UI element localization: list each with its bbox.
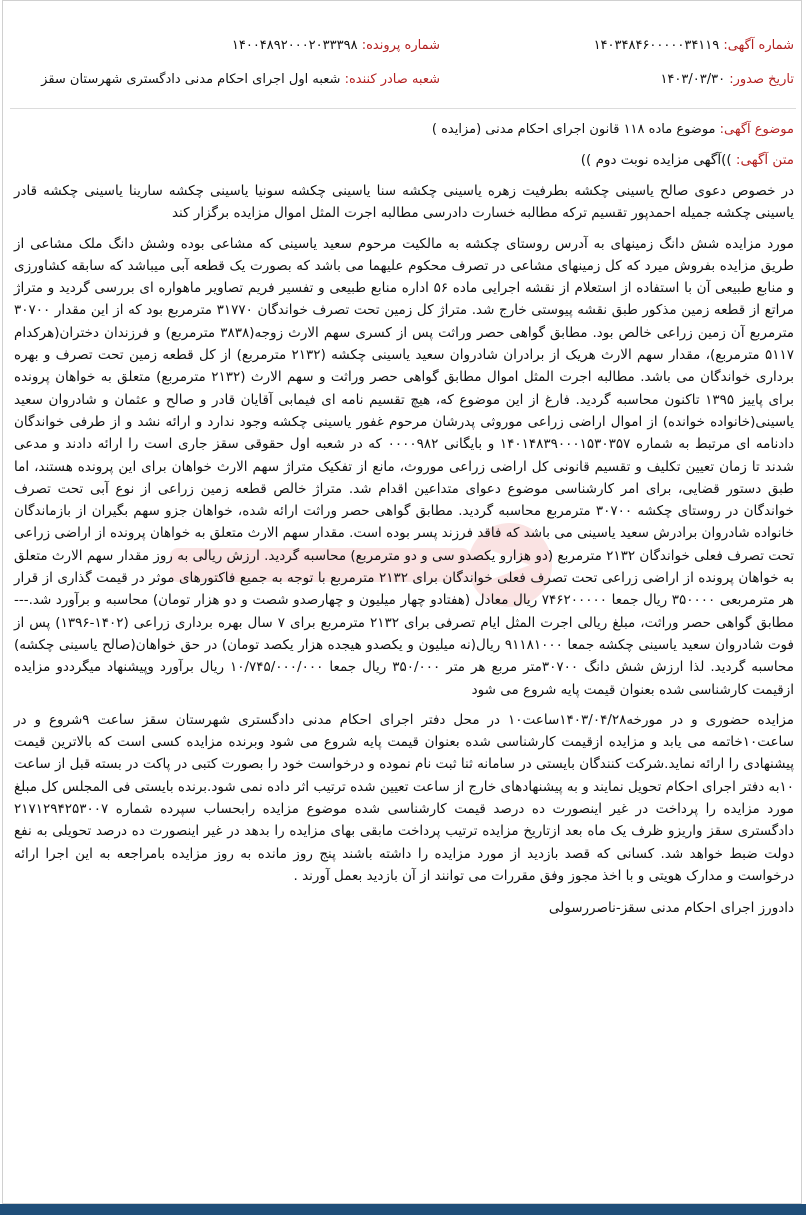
- ad-number: [594, 38, 794, 53]
- ad-subject: [432, 122, 794, 137]
- case-number-label: شماره پرونده:: [361, 38, 440, 53]
- case-number: [232, 38, 440, 53]
- issue-date-label: تاریخ صدور:: [729, 72, 794, 87]
- ad-text-heading: [581, 152, 794, 168]
- signature: دادورز اجرای احکام مدنی سقز-ناصررسولی: [548, 900, 794, 917]
- paragraph-auction-terms: مزایده حضوری و در مورخه۱۴۰۳/۰۴/۲۸ساعت۱۰ در محل دفتر اجرای احکام مدنی دادگستری شهرستان سقز ساعت ۹شروع و در ساعت۱۰خاتمه می یابد و مزایده ازقیمت کارشناسی شده بعنوان قیمت پایه شروع می شود وبرنده مزایده کسی است که بالاترین قیمت پیشنهادی را ارائه نماید.شرکت کنندگان بایستی در سامانه ثنا ثبت نام نموده و درخواست خود را بصورت کتبی در پاکت در بسته قبل از ساعت ۱۰به دفتر اجرای احکام تحویل نمایند و به پیشنهادهای خارج از ساعت تعیین شده ترتیب اثر داده نمی شود.برنده بایستی فی المجلس کل مبلغ مورد مزایده را پرداخت در غیر اینصورت ده درصد قیمت کارشناسی شده موضوع مزایده رابحساب سپرده شماره ۲۱۷۱۲۹۴۲۵۳۰۰۷ دادگستری سقز واریزو ظرف یک ماه بعد ازتاریخ مزایده ترتیب پرداخت مابقی بهای مزایده را بدهد در غیر اینصورت ده درصد تحویلی به نفع دولت ضبط خواهد شد. کسانی که قصد بازدید از مورد مزایده را داشته باشند پنج روز مانده به روز مزایده بامراجعه به این اجرا ارائه درخواست و مدارک هویتی و با اخذ مجوز وفق مقررات می توانند از آن بازدید بعمل آورند .: [14, 711, 795, 884]
- issuer: [41, 72, 440, 87]
- issuer-label: شعبه صادر کننده:: [344, 72, 440, 87]
- ad-text-title: ))آگهی مزایده نوبت دوم )): [580, 152, 732, 168]
- case-number-value: ۱۴۰۰۴۸۹۲۰۰۰۲۰۳۳۳۹۸: [231, 38, 358, 53]
- paragraph-property: مورد مزایده شش دانگ زمینهای به آدرس روستای چکشه به مالکیت مرحوم سعید یاسینی که مشاعی بوده وشش دانگ ملک مشاعی از طریق مزایده بفروش میرد که کل زمینهای مشاعی در تصرف محکوم علیهما می باشد که بصورت یک قطعه آبی میباشد که سابقه کشاورزی و منابع طبیعی آن با استفاده از استعلام از نقشه اجرایی ماده ۵۶ اداره منابع طبیعی و تفسیر فریم تصاویر ماهواره ای بررسی گردید و متراژ مراتع از قطعه زمین مذکور طبق نقشه پیوستی خارج شد. متراژ کل زمین تحت تصرف خواندگان ۳۱۷۷۰ مترمربع بود که از این مقدار ۳۰۷۰۰ مترمربع آن زمین زراعی خالص بود. مطابق گواهی حصر وراثت پس از کسری سهم الارث زوجه(۳۸۳۸ مترمربع) و فرزندان دختران(هرکدام ۵۱۱۷ مترمربع)، مقدار سهم الارث هریک از برادران شادروان سعید یاسینی چکشه (۲۱۳۲ مترمربع) از کل قطعه زمین تحت تصرف و بهره برداری خواندگان می باشد. مطالبه اجرت المثل اموال مطابق گواهی حصر وراثت و سهم الارث (۲۱۳۲ مترمربع) متعلق به خواهان پرونده برای پاییز ۱۳۹۵ تاکنون محاسبه گردید. فارغ از این موضوع که، هیچ تقسیم نامه ای فیمابی آقایان قادر و صالح و عثمان و شادروان سعید یاسینی(خانواده خوانده) از اموال اراضی زراعی موروثی پدرشان مرحوم غفور یاسینی چکشه وجود ندارد و ارائه نشد و از طرفی خواندگان دادنامه ای مرتبط به شماره ۱۴۰۱۴۸۳۹۰۰۰۱۵۳۰۳۵۷ و بایگانی ۰۰۰۰۹۸۲ که در شعبه اول حقوقی سقز جاری است را ارائه دادند و مدعی شدند تا زمان تعیین تکلیف و تقسیم قانونی کل اراضی زراعی موروث، مانع از تفکیک متراژ سهم الارث خواهان برای این پرونده هستند، اما طبق دستور قضایی، برای امر کارشناسی موضوع دعوای متداعین اقدام شد. متراژ خالص قطعه زمین زراعی از نوع آبی تحت تصرف خواندگان در روستای چکشه ۳۰۷۰۰ مترمربع محاسبه گردید. مطابق گواهی حصر وراثت ارائه شده، خواهان جزو سهم بگیران از بازماندگان خانواده شادروان برادرش سعید یاسینی می باشد که فاقد فرزند پسر بوده است. مقدار سهم الارث متعلق به خواهان پرونده از اراضی زراعی تحت تصرف فعلی خواندگان ۲۱۳۲ مترمربع (دو هزارو یکصدو سی و دو مترمربع) محاسبه گردید. ارزش ریالی به روز مقدار سهم الارث متعلق به خواهان پرونده از اراضی زراعی تحت تصرف فعلی خواندگان برای ۲۱۳۲ مترمربع با توجه به جمیع فاکتورهای موثر در قیمت گذاری از قرار هر مترمربعی ۳۵۰۰۰۰ ریال جمعا ۷۴۶۲۰۰۰۰۰ ریال معادل (هفتادو چهار میلیون و چهارصدو شصت و دو هزار تومان) محاسبه و برآورد شد.--- مطابق گواهی حصر وراثت، مبلغ ریالی اجرت المثل ایام تصرفی برای ۲۱۳۲ مترمربع برای ۷ سال بهره برداری زراعی (۱۴۰۲-۱۳۹۶) پس از فوت شادروان سعید یاسینی چکشه جمعا ۹۱۱۸۱۰۰۰ ریال(نه میلیون و یکصدو هیجده هزار یکصد تومان) در حق خواهان(صالح یاسینی چکشه) محاسبه گردید. لذا ارزش شش دانگ ۳۰۷۰۰متر مربع هر متر ۳۵۰/۰۰۰ ریال جمعا ۱۰/۷۴۵/۰۰۰/۰۰۰ ریال برآورد وپیشنهاد میگرددو مزایده ازقیمت کارشناسی شده بعنوان قیمت پایه شروع می شود: [14, 235, 795, 698]
- ad-subject-label: موضوع آگهی:: [719, 122, 794, 137]
- bottom-bar: [0, 1204, 806, 1215]
- header-divider: [10, 108, 796, 109]
- paragraph-parties: در خصوص دعوی صالح یاسینی چکشه بطرفیت زهره یاسینی چکشه سنا یاسینی چکشه سونیا یاسینی چکشه سارینا یاسینی چکشه قادر یاسینی چکشه جمیله احمدپور تقسیم ترکه مطالبه خسارت دادرسی مطالبه اجرت المثل اموال مزایده برگزار کند: [14, 183, 794, 222]
- ad-subject-value: موضوع ماده ۱۱۸ قانون اجرای احکام مدنی (مزایده ): [431, 122, 716, 137]
- issue-date: [660, 72, 794, 87]
- ad-text-label: متن آگهی:: [735, 152, 794, 168]
- ad-number-label: شماره آگهی:: [723, 38, 794, 53]
- issue-date-value: ۱۴۰۳/۰۳/۳۰: [660, 72, 726, 87]
- ad-number-value: ۱۴۰۳۴۸۴۶۰۰۰۰۰۳۴۱۱۹: [593, 38, 720, 53]
- issuer-value: شعبه اول اجرای احکام مدنی دادگستری شهرستان سقز: [41, 72, 341, 87]
- ad-body: [14, 180, 794, 928]
